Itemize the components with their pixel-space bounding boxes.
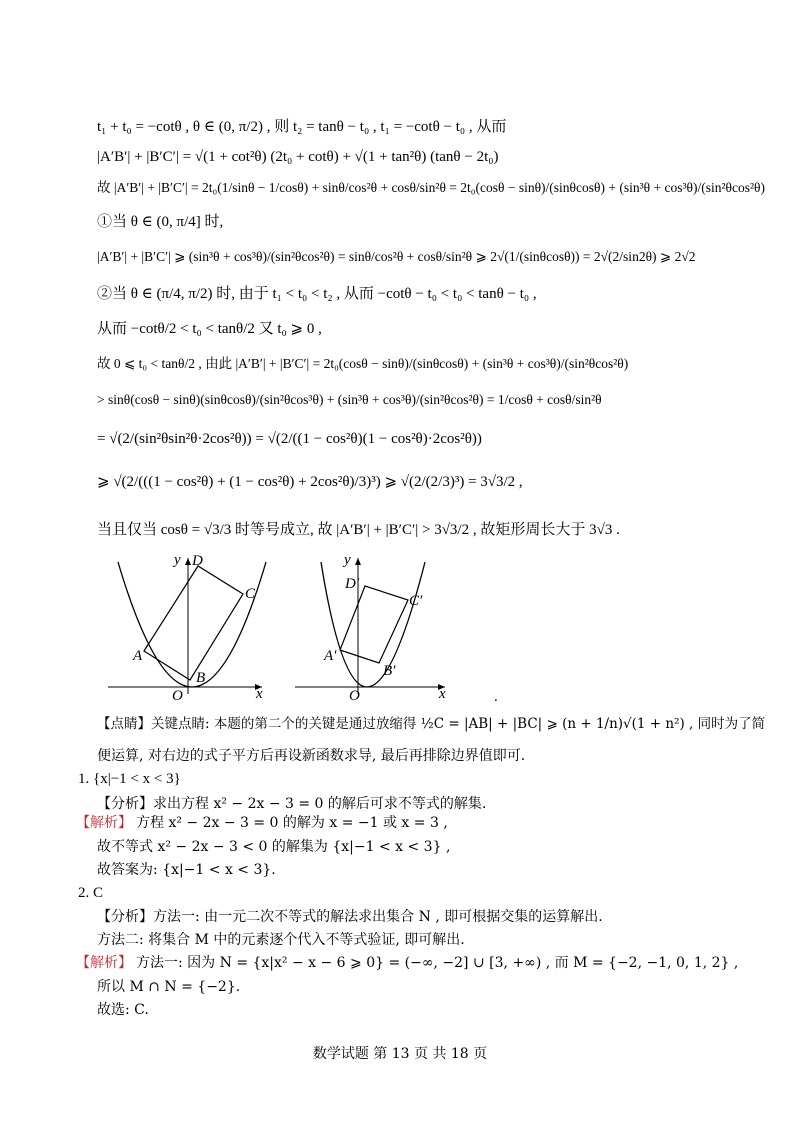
label-a-prime: A′	[324, 648, 337, 664]
parabola-figure-left	[100, 550, 300, 700]
label-y: y	[174, 552, 181, 568]
label-y: y	[344, 552, 351, 568]
line-10: = √(2/(sin²θsin²θ·2cos²θ)) = √(2/((1 − cos²θ)(1 − cos²θ)·2cos²θ))	[97, 431, 482, 447]
label-b-prime: B′	[383, 663, 396, 679]
line-12: 当且仅当 cosθ = √3/3 时等号成立, 故 |A′B′| + |B′C′| > 3√3/2 , 故矩形周长大于 3√3 .	[97, 522, 620, 538]
label-c-prime: C′	[409, 593, 423, 609]
label-b: B	[196, 670, 206, 686]
label-x: x	[256, 686, 263, 700]
solution-2: 方法一: 因为 N = {x|x² − x − 6 ⩾ 0} = (−∞, −2] ∪ [3, +∞) , 而 M = {−2, −1, 0, 1, 2} ,	[136, 955, 739, 971]
solution-2-line-2: 所以 M ∩ N = {−2}.	[97, 979, 241, 995]
line-6: ②当 θ ∈ (π/4, π/2) 时, 由于 t₁ < t₀ < t₂ , 从而 −cotθ − t₀ < t₀ < tanθ − t₀ ,	[97, 286, 537, 302]
label-o: O	[349, 688, 360, 700]
parabola-figure-right	[283, 550, 483, 700]
parabola-curve	[118, 562, 266, 687]
label-d: D	[192, 553, 203, 569]
line-2: |A′B′| + |B′C′| = √(1 + cot²θ) (2t₀ + cotθ) + √(1 + tan²θ) (tanθ − 2t₀)	[97, 149, 499, 165]
line-1: t₁ + t₀ = −cotθ , θ ∈ (0, π/2) , 则 t₂ = tanθ − t₀ , t₁ = −cotθ − t₀ , 从而	[97, 119, 507, 135]
solution-1-line-2: 故不等式 x² − 2x − 3 < 0 的解集为 {x|−1 < x < 3} ,	[97, 839, 451, 855]
label-c: C	[245, 586, 256, 602]
parabola-curve	[321, 562, 425, 687]
line-5: |A′B′| + |B′C′| ⩾ (sin³θ + cos³θ)/(sin²θcos²θ) = sinθ/cos²θ + cosθ/sin²θ ⩾ 2√(1/(sinθcosθ)) = 2√(2/sin2θ) ⩾ 2√2	[97, 249, 696, 264]
line-8: 故 0 ⩽ t₀ < tanθ/2 , 由此 |A′B′| + |B′C′| = 2t₀(cosθ − sinθ)/(sinθcosθ) + (sin³θ + cos³θ)/(sin²θcos²θ)	[97, 356, 629, 371]
jiexi-tag-2: 【解析】	[76, 955, 132, 971]
page-footer: 数学试题 第 13 页 共 18 页	[312, 1046, 488, 1062]
line-4: ①当 θ ∈ (0, π/4] 时,	[97, 214, 224, 230]
line-7: 从而 −cotθ/2 < t₀ < tanθ/2 又 t₀ ⩾ 0 ,	[97, 321, 322, 337]
label-a: A	[133, 648, 143, 664]
label-d-prime: D′	[345, 576, 360, 592]
y-axis-arrow	[355, 558, 361, 565]
analysis-2-line-2: 方法二: 将集合 M 中的元素逐个代入不等式验证, 即可解出.	[97, 932, 465, 948]
label-o: O	[172, 688, 183, 700]
analysis-1: 【分析】求出方程 x² − 2x − 3 = 0 的解后可求不等式的解集.	[97, 796, 487, 812]
dianjing-line-2: 便运算, 对右边的式子平方后再设新函数求导, 最后再排除边界值即可.	[97, 748, 526, 764]
answer-1: 1. {x|−1 < x < 3}	[78, 771, 181, 787]
solution-2-line-3: 故选: C.	[97, 1002, 149, 1018]
line-11: ⩾ √(2/(((1 − cos²θ) + (1 − cos²θ) + 2cos²θ)/3)³) ⩾ √(2/(2/3)³) = 3√3/2 ,	[97, 474, 523, 490]
rectangle-a-b-c-d-prime	[340, 586, 408, 663]
line-9: > sinθ(cosθ − sinθ)(sinθcosθ)/(sin²θcos³θ) + (sin³θ + cos³θ)/(sin²θcos²θ) = 1/cosθ + cosθ/sin²θ	[97, 392, 602, 407]
jiexi-tag-1: 【解析】	[76, 815, 132, 831]
analysis-2: 【分析】方法一: 由一元二次不等式的解法求出集合 N , 即可根据交集的运算解出.	[97, 909, 603, 925]
y-axis-arrow	[185, 558, 191, 565]
label-x: x	[439, 686, 446, 700]
answer-2: 2. C	[78, 885, 104, 901]
solution-1-line-3: 故答案为: {x|−1 < x < 3}.	[97, 862, 276, 878]
solution-1: 方程 x² − 2x − 3 = 0 的解为 x = −1 或 x = 3 ,	[136, 815, 448, 831]
figure-period: .	[494, 689, 498, 705]
dianjing-line: 【点睛】关键点睛: 本题的第二个的关键是通过放缩得 ½C = |AB| + |BC| ⩾ (n + 1/n)√(1 + n²) , 同时为了简	[97, 716, 766, 732]
line-3: 故 |A′B′| + |B′C′| = 2t₀(1/sinθ − 1/cosθ) + sinθ/cos²θ + cosθ/sin²θ = 2t₀(cosθ − sinθ)/(sinθcosθ) + (sin³θ + cos³θ)/(sin²θcos²θ)	[97, 180, 765, 195]
